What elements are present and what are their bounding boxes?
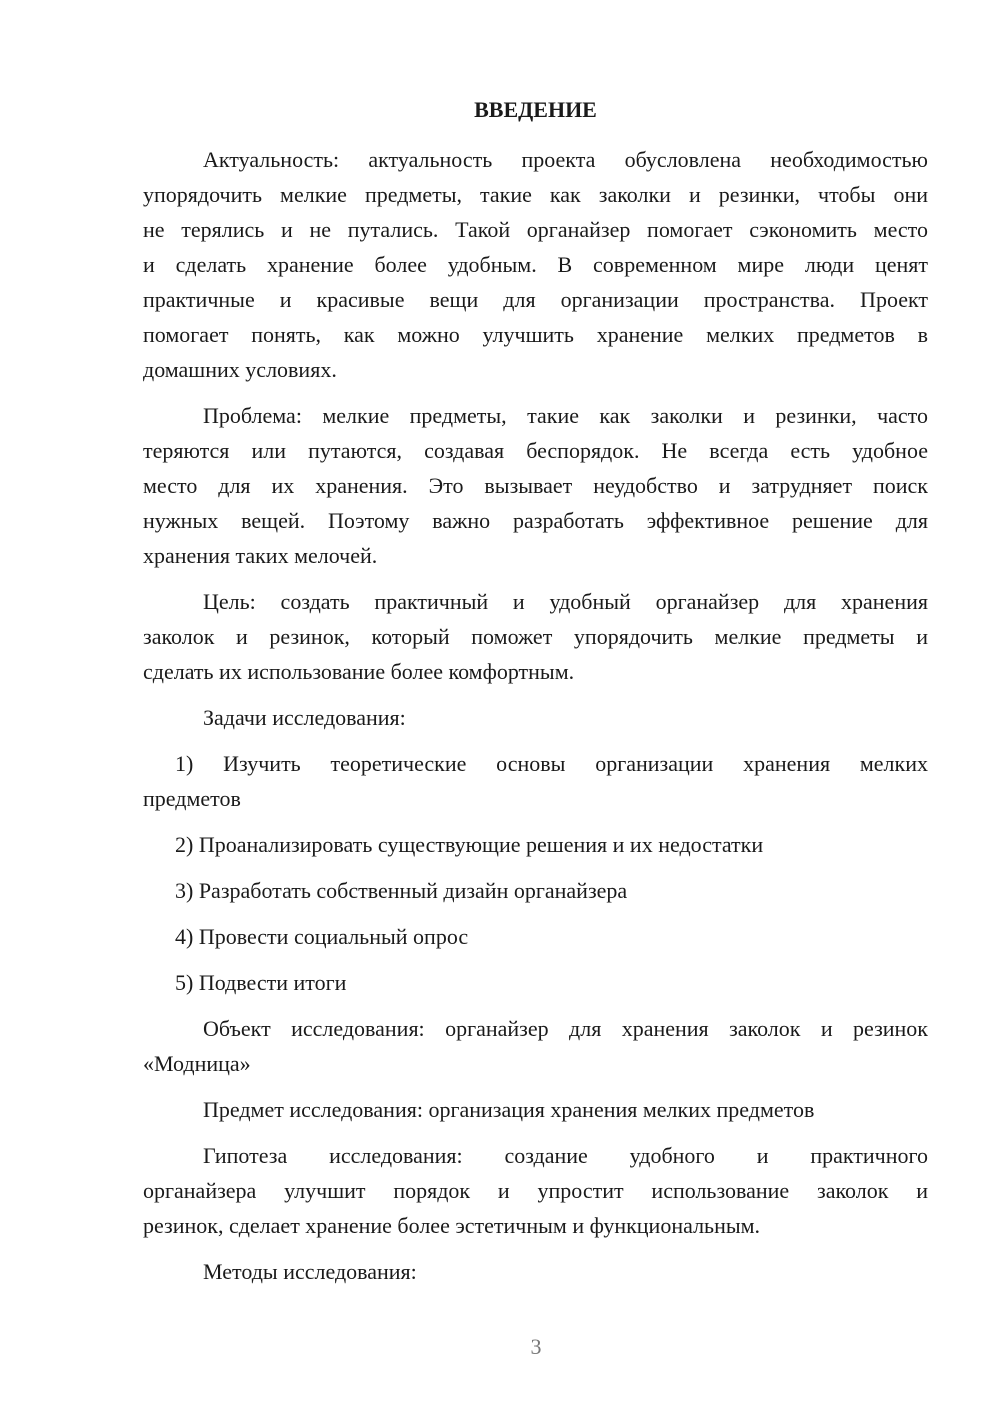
text-line: заколок и резинок, который поможет упорядочить мелкие предметы и bbox=[143, 624, 928, 649]
goal-paragraph bbox=[143, 584, 928, 689]
text-line: упорядочить мелкие предметы, такие как заколки и резинки, чтобы они bbox=[143, 182, 928, 207]
object-paragraph bbox=[143, 1011, 928, 1081]
section-title: ВВЕДЕНИЕ bbox=[474, 97, 597, 122]
hypothesis-paragraph bbox=[143, 1138, 928, 1243]
text-line: резинок, сделает хранение более эстетичным и функциональным. bbox=[143, 1213, 761, 1238]
task-item-1 bbox=[143, 746, 928, 816]
text-line: место для их хранения. Это вызывает неудобство и затрудняет поиск bbox=[143, 473, 928, 498]
text-line: практичные и красивые вещи для организации пространства. Проект bbox=[143, 287, 928, 312]
text-line: «Модница» bbox=[143, 1051, 251, 1076]
task-item-2: 2) Проанализировать существующие решения и их недостатки bbox=[175, 832, 764, 857]
tasks-heading: Задачи исследования: bbox=[203, 705, 406, 730]
text-line: 1) Изучить теоретические основы организации хранения мелких bbox=[175, 751, 928, 776]
text-line: Проблема: мелкие предметы, такие как заколки и резинки, часто bbox=[203, 403, 928, 428]
text-line: Актуальность: актуальность проекта обусловлена необходимостью bbox=[203, 147, 928, 172]
text-line: Объект исследования: органайзер для хранения заколок и резинок bbox=[203, 1016, 928, 1041]
text-line: не терялись и не путались. Такой органайзер помогает сэкономить место bbox=[143, 217, 928, 242]
task-item-5: 5) Подвести итоги bbox=[175, 970, 347, 995]
text-line: и сделать хранение более удобным. В современном мире люди ценят bbox=[143, 252, 928, 277]
text-line: органайзера улучшит порядок и упростит использование заколок и bbox=[143, 1178, 928, 1203]
text-line: хранения таких мелочей. bbox=[143, 543, 378, 568]
page-number: 3 bbox=[530, 1334, 542, 1359]
text-line: нужных вещей. Поэтому важно разработать эффективное решение для bbox=[143, 508, 928, 533]
text-line: теряются или путаются, создавая беспорядок. Не всегда есть удобное bbox=[143, 438, 928, 463]
task-item-3: 3) Разработать собственный дизайн органайзера bbox=[175, 878, 628, 903]
text-line: домашних условиях. bbox=[143, 357, 337, 382]
text-line: предметов bbox=[143, 786, 241, 811]
relevance-paragraph bbox=[143, 142, 928, 387]
document-page bbox=[143, 92, 928, 1300]
text-line: сделать их использование более комфортным. bbox=[143, 659, 575, 684]
text-line: Гипотеза исследования: создание удобного и практичного bbox=[203, 1143, 928, 1168]
text-line: помогает понять, как можно улучшить хранение мелких предметов в bbox=[143, 322, 928, 347]
task-item-4: 4) Провести социальный опрос bbox=[175, 924, 469, 949]
text-line: Цель: создать практичный и удобный органайзер для хранения bbox=[203, 589, 928, 614]
methods-heading: Методы исследования: bbox=[203, 1259, 417, 1284]
problem-paragraph bbox=[143, 398, 928, 573]
subject-paragraph: Предмет исследования: организация хранения мелких предметов bbox=[203, 1097, 815, 1122]
